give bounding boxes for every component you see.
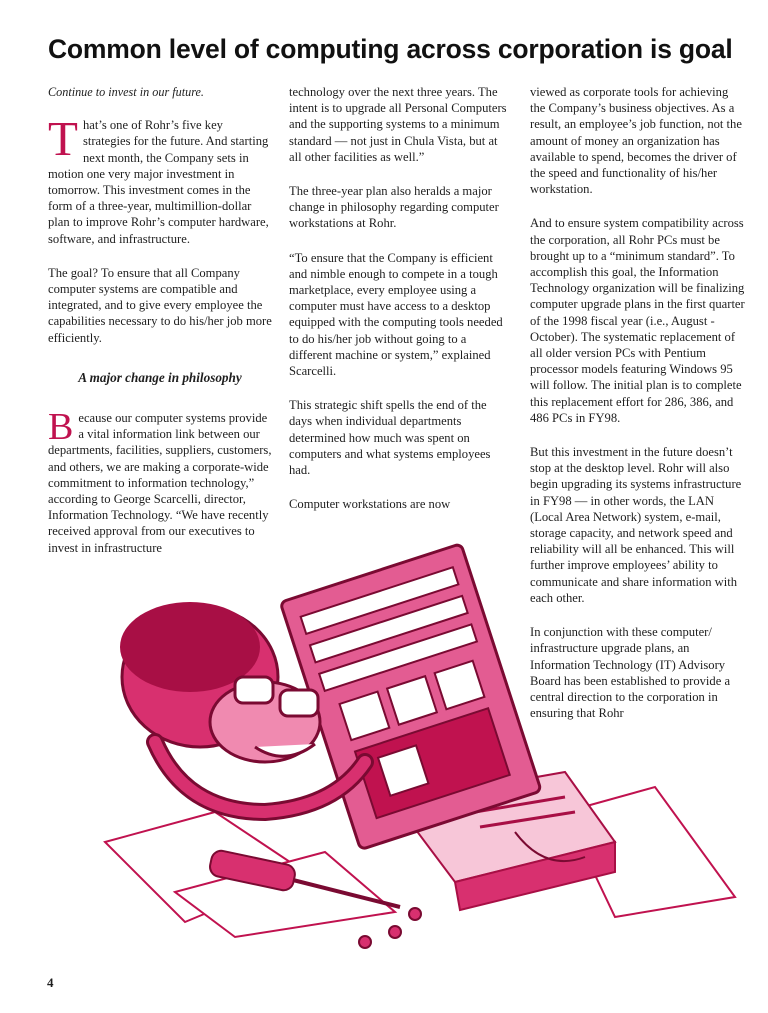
paragraph-intro — [48, 111, 272, 247]
drop-cap-b: B — [48, 406, 74, 449]
paragraph-c3-3: But this investment in the future doesn’t stop at the desktop level. Rohr will also begin upgrading its systems infrastructure in FY98 — in other words, the LAN (Local Area Network) system, e-mail, storage capacity, and network speed and reliability will all be enhanced. This will further improve employees’ ability to communicate and share information with each other. — [530, 445, 742, 605]
screw — [359, 936, 371, 948]
headline: Common level of computing across corporation is goal — [48, 34, 733, 64]
paragraph-c2-2: The three-year plan also heralds a major change in philosophy regarding computer workstations at Rohr. — [289, 184, 499, 231]
screw — [389, 926, 401, 938]
paragraph-c2-5: Computer workstations are now — [289, 497, 451, 512]
column-2 — [289, 84, 511, 530]
subhead: A major change in philosophy — [78, 369, 242, 385]
paragraph-c3-2: And to ensure system compatibility across the corporation, all Rohr PCs must be brought up to a “minimum standard”. To accomplish this goal, the Information Technology organization will be finalizing computer upgrade plans in the first quarter of the 1998 fiscal year (i.e., August - October). The systematic replacement of all older version PCs with Pentium processor models featuring Windows 95 will follow. The initial plan is to complete this replacement effort for 286, 386, and 486 PCs in FY98. — [530, 216, 745, 425]
kicker: Continue to invest in our future. — [48, 85, 204, 99]
paragraph-c3-1: viewed as corporate tools for achieving the Company’s business objectives. As a result, an employee’s job function, not the amount of money an organization has available to spend, becomes the driver of the speed and functionality of his/her workstation. — [530, 85, 742, 197]
paragraph-c3-4: In conjunction with these computer/ infrastructure upgrade plans, an Information Technology (IT) Advisory Board has been established to provide a central direction to the corporation in ensuring that Rohr — [530, 625, 731, 721]
glasses-lens-left — [235, 677, 273, 703]
paragraph-intro-text: hat’s one of Rohr’s five key strategies for the future. And starting next month, the Company sets in motion one very major investment in tomorrow. This investment comes in the form of a three-year, multimillion-dollar plan to improve Rohr’s computer hardware, software, and infrastructure. — [48, 118, 269, 246]
glasses-lens-right — [280, 690, 318, 716]
paragraph-c2-3: “To ensure that the Company is efficient and nimble enough to compete in a tough marketplace, every employee using a computer must have access to a desktop equipped with the computing tools needed to do his/her job without going to a different machine or system,” explained Scarcelli. — [289, 250, 503, 379]
paragraph-quote-text: ecause our computer systems provide a vital information link between our departments, facilities, suppliers, customers, and others, we are making a corporate-wide commitment to information technology,” according to George Scarcelli, director, Information Technology. “We have recently received approval from our executives to invest in infrastructure — [48, 411, 272, 555]
man-hugging-computer-illustration — [95, 512, 745, 952]
page-number: 4 — [47, 975, 54, 990]
screw — [409, 908, 421, 920]
paragraph-c2-1: technology over the next three years. The intent is to upgrade all Personal Computers and the supporting systems to a minimum standard — not just in Chula Vista, but at all other facilities as well.” — [289, 85, 507, 164]
column-1 — [48, 84, 272, 574]
drop-cap-t: T — [48, 111, 78, 167]
paragraph-goal: The goal? To ensure that all Company computer systems are compatible and integrated, and to give every employee the capabilities necessary to do his/her job more efficiently. — [48, 265, 272, 345]
paragraph-c2-4: This strategic shift spells the end of the days when individual departments determined how much was spent on computers and what systems employees had. — [289, 398, 491, 478]
